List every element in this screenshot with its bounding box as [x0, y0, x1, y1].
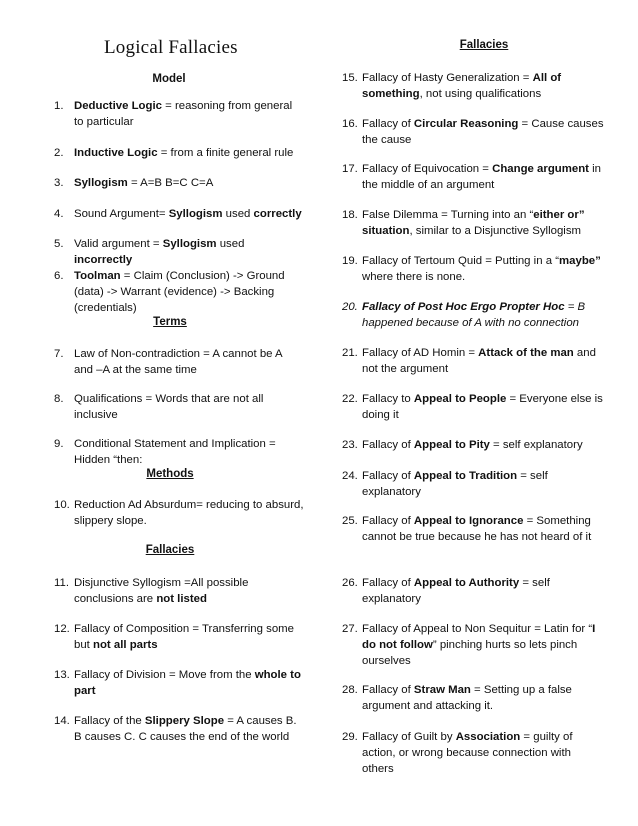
list-item	[54, 268, 290, 316]
item-number: 25.	[342, 515, 358, 527]
item-text	[362, 345, 604, 377]
item-text	[362, 437, 604, 453]
item-text-bold: whole to part	[74, 669, 301, 697]
item-text	[74, 575, 304, 607]
list-item	[54, 346, 304, 378]
list-item	[342, 437, 604, 453]
item-text-bold: Appeal to People	[413, 393, 507, 405]
item-number: 11.	[54, 577, 69, 589]
item-text-run: Fallacy of	[362, 515, 414, 527]
item-text-run: Fallacy of Hasty Generalization =	[362, 72, 533, 84]
list-item	[54, 575, 304, 607]
item-text-bold: Syllogism	[168, 208, 223, 220]
item-text	[362, 70, 604, 102]
list-item	[54, 667, 304, 699]
item-text-run: = guilty of action, or wrong because connection with others	[362, 731, 573, 775]
item-text-run: Fallacy of	[362, 470, 414, 482]
item-number: 21.	[342, 347, 358, 359]
document-title: Logical Fallacies	[104, 37, 238, 58]
item-number: 22.	[342, 393, 358, 405]
item-text-run: Conditional Statement and Implication = Hidden “then:	[74, 438, 276, 466]
item-number: 28.	[342, 684, 358, 696]
item-text	[74, 391, 304, 423]
item-text-run: , not using qualifications	[419, 88, 542, 100]
item-number: 2.	[54, 147, 64, 159]
list-item	[342, 391, 604, 423]
item-number: 24.	[342, 470, 358, 482]
item-number: 19.	[342, 255, 358, 267]
item-text	[362, 468, 604, 500]
item-text-run: Disjunctive Syllogism =All possible conclusions are	[74, 577, 249, 605]
item-text-bold: Appeal to Ignorance	[413, 515, 524, 527]
item-text-run: = A=B B=C C=A	[127, 177, 214, 189]
item-text	[362, 253, 604, 285]
list-item	[342, 299, 604, 331]
item-text-run: where there is none.	[362, 271, 466, 283]
item-number: 15.	[342, 72, 358, 84]
item-text-bold: situation	[362, 225, 410, 237]
list-item	[342, 207, 604, 239]
item-text-run: , similar to a Disjunctive Syllogism	[409, 225, 582, 237]
item-text-run: in the middle of an argument	[362, 163, 601, 191]
heading-model: Model	[152, 73, 186, 85]
item-text	[74, 436, 304, 468]
item-text-run: = self explanatory	[362, 470, 548, 498]
item-text-run: ” pinching hurts so lets pinch ourselves	[362, 639, 578, 667]
item-number: 18.	[342, 209, 358, 221]
item-text-bold: not listed	[156, 593, 207, 605]
item-number: 14.	[54, 715, 70, 727]
list-item	[342, 621, 604, 669]
heading-terms: Terms	[153, 316, 187, 328]
item-text-bold: Fallacy of Post Hoc Ergo Propter Hoc	[362, 301, 565, 313]
list-item	[54, 175, 304, 191]
item-number: 1.	[54, 100, 64, 112]
item-text-run: = A causes B. B causes C. C causes the end of the world	[74, 715, 297, 743]
heading-fallacies-right: Fallacies	[459, 39, 509, 51]
item-text-run: Fallacy of Appeal to Non Sequitur = Latin for “	[362, 623, 593, 635]
list-item	[342, 116, 604, 148]
item-text	[362, 621, 604, 669]
item-text	[362, 575, 604, 607]
item-text-run: = self explanatory	[489, 439, 583, 451]
item-text-bold: correctly	[253, 208, 302, 220]
item-text-bold: Circular Reasoning	[413, 118, 519, 130]
item-number: 27.	[342, 623, 358, 635]
item-text-bold: Appeal to Tradition	[413, 470, 518, 482]
item-text-run: Qualifications = Words that are not all inclusive	[74, 393, 264, 421]
item-text-bold: maybe”	[559, 255, 601, 267]
item-text-run: Valid argument =	[74, 238, 163, 250]
item-text	[362, 513, 604, 545]
item-text-run: used	[216, 238, 245, 250]
list-item	[342, 682, 604, 714]
item-text-run: = from a finite general rule	[157, 147, 294, 159]
item-text-run: = Claim (Conclusion) -> Ground (data) -> Warrant (evidence) -> Backing (credentials)	[74, 270, 285, 314]
item-text	[74, 346, 304, 378]
item-text-run: Fallacy of the	[74, 715, 145, 727]
item-text-bold: Syllogism	[162, 238, 217, 250]
item-number: 10.	[54, 499, 70, 511]
item-text	[74, 206, 304, 222]
item-text-bold: Association	[455, 731, 521, 743]
item-text-run: = Cause causes the cause	[362, 118, 604, 146]
item-text-run: Fallacy of Tertoum Quid = Putting in a “	[362, 255, 560, 267]
item-text-run: Sound Argument=	[74, 208, 169, 220]
list-item	[342, 345, 604, 377]
item-text-run: Fallacy of Equivocation =	[362, 163, 493, 175]
item-text-run: = B happened because of A with no connection	[362, 301, 586, 329]
item-number: 8.	[54, 393, 64, 405]
item-text-run: Fallacy of	[362, 118, 414, 130]
item-text-bold: All of something	[362, 72, 562, 100]
item-text-run: False Dilemma = Turning into an “	[362, 209, 534, 221]
item-text	[362, 161, 604, 193]
item-text-bold: Inductive Logic	[74, 147, 158, 159]
item-text-run: Fallacy of Guilt by	[362, 731, 456, 743]
item-text-run: Fallacy of	[362, 577, 414, 589]
list-item	[342, 70, 604, 102]
heading-fallacies-left: Fallacies	[145, 544, 195, 556]
item-number: 29.	[342, 731, 358, 743]
item-text-run: Law of Non-contradiction = A cannot be A and –A at the same time	[74, 348, 283, 376]
item-number: 4.	[54, 208, 64, 220]
item-number: 20.	[342, 301, 358, 313]
item-text-bold: not all parts	[93, 639, 158, 651]
item-text-bold: Attack of the man	[478, 347, 574, 359]
item-text	[74, 268, 290, 316]
item-text	[74, 667, 304, 699]
item-number: 7.	[54, 348, 64, 360]
item-number: 17.	[342, 163, 358, 175]
item-text	[74, 145, 304, 161]
item-number: 12.	[54, 623, 70, 635]
list-item	[342, 513, 604, 545]
list-item	[54, 236, 304, 268]
item-text-run: = self explanatory	[362, 577, 550, 605]
item-number: 16.	[342, 118, 358, 130]
item-number: 23.	[342, 439, 358, 451]
list-item	[342, 161, 604, 193]
item-number: 6.	[54, 270, 64, 282]
item-text	[74, 497, 304, 529]
item-text-bold: Slippery Slope	[144, 715, 225, 727]
item-number: 3.	[54, 177, 64, 189]
list-item	[54, 436, 304, 468]
item-text-run: = reasoning from general to particular	[74, 100, 293, 128]
item-text	[362, 299, 604, 331]
item-text	[74, 621, 304, 653]
item-number: 13.	[54, 669, 70, 681]
item-text-bold: Toolman	[74, 270, 121, 282]
item-text-run: used	[222, 208, 254, 220]
item-text-bold: Deductive Logic	[74, 100, 162, 112]
item-number: 26.	[342, 577, 358, 589]
item-text-run: Fallacy of	[362, 439, 414, 451]
list-item	[54, 206, 304, 222]
item-text-bold: Appeal to Pity	[413, 439, 490, 451]
item-text	[362, 391, 604, 423]
item-number: 5.	[54, 238, 64, 250]
item-text-run: Fallacy of AD Homin =	[362, 347, 479, 359]
item-number: 9.	[54, 438, 64, 450]
list-item	[342, 575, 604, 607]
item-text-bold: Appeal to Authority	[413, 577, 520, 589]
item-text-run: = Setting up a false argument and attacking it.	[362, 684, 572, 712]
item-text-run: and not the argument	[362, 347, 596, 375]
item-text	[74, 98, 304, 130]
item-text	[362, 207, 604, 239]
item-text-bold: Change argument	[492, 163, 589, 175]
list-item	[342, 468, 604, 500]
item-text-run: Fallacy of Composition = Transferring some but	[74, 623, 294, 651]
list-item	[54, 145, 304, 161]
item-text-bold: Straw Man	[413, 684, 471, 696]
item-text-run: = Everyone else is doing it	[362, 393, 603, 421]
item-text-bold: either or”	[533, 209, 585, 221]
item-text	[74, 236, 304, 268]
item-text-bold: Syllogism	[74, 177, 128, 189]
list-item	[342, 729, 604, 777]
item-text	[362, 116, 604, 148]
item-text-run: Reduction Ad Absurdum= reducing to absurd, slippery slope.	[74, 499, 304, 527]
item-text	[362, 682, 604, 714]
item-text-run: Fallacy of Division = Move from the	[74, 669, 255, 681]
item-text	[74, 713, 304, 745]
list-item	[54, 713, 304, 745]
item-text-bold: incorrectly	[74, 254, 133, 266]
heading-methods: Methods	[146, 468, 194, 480]
list-item	[54, 391, 304, 423]
list-item	[342, 253, 604, 285]
item-text-run: Fallacy of	[362, 684, 414, 696]
item-text-run: Fallacy to	[362, 393, 414, 405]
list-item	[54, 621, 304, 653]
list-item	[54, 98, 304, 130]
item-text-run: = Something cannot be true because he has not heard of it	[362, 515, 592, 543]
list-item	[54, 497, 304, 529]
item-text	[74, 175, 304, 191]
item-text	[362, 729, 604, 777]
item-text-bold: I do not follow	[362, 623, 596, 651]
